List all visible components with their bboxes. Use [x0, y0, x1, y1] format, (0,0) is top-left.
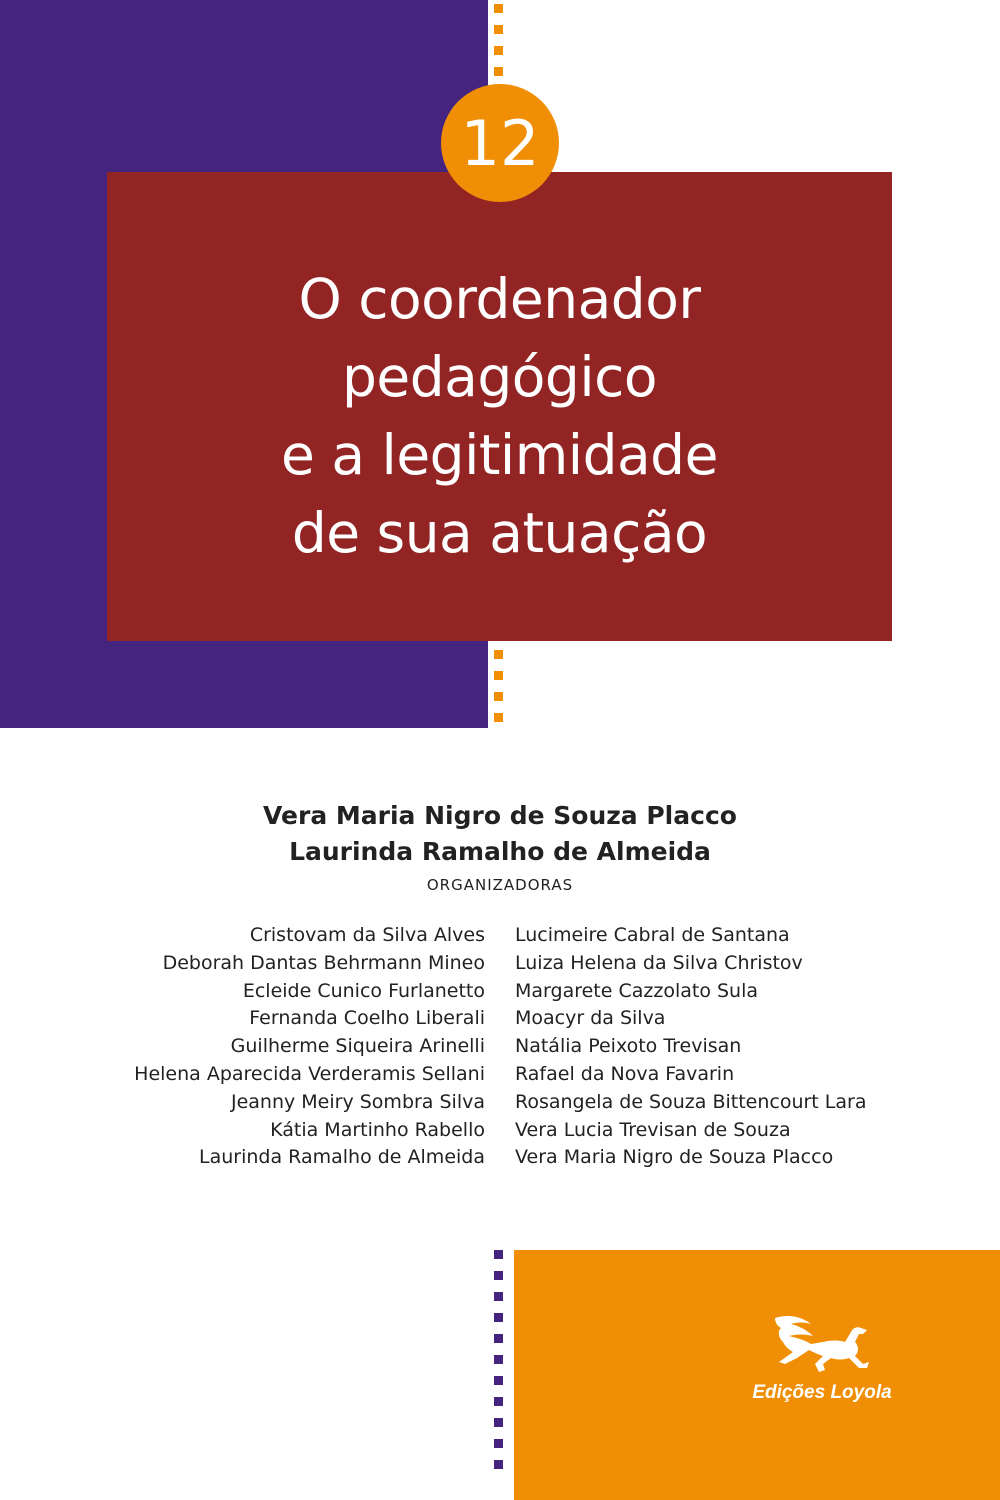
organizer-name: Laurinda Ramalho de Almeida	[289, 837, 711, 866]
publisher-logo	[742, 1312, 902, 1404]
organizers-role-label: ORGANIZADORAS	[426, 876, 574, 894]
contributor-name: Helena Aparecida Verderamis Sellani	[134, 1062, 485, 1085]
contributors-left-column	[134, 922, 485, 1172]
contributor-name: Vera Maria Nigro de Souza Placco	[515, 1146, 834, 1169]
contributor-name: Lucimeire Cabral de Santana	[515, 924, 790, 946]
contributor-name: Jeanny Meiry Sombra Silva	[230, 1090, 485, 1113]
contributor-name: Deborah Dantas Behrmann Mineo	[162, 951, 485, 974]
contributor-name: Fernanda Coelho Liberali	[249, 1007, 485, 1030]
title-box	[107, 172, 892, 641]
contributor-name: Cristovam da Silva Alves	[249, 924, 485, 946]
series-number-badge: 12	[441, 84, 559, 202]
contributors-right-column	[515, 922, 866, 1172]
contributor-name: Moacyr da Silva	[515, 1007, 666, 1030]
contributor-name: Luiza Helena da Silva Christov	[515, 951, 803, 974]
pegasus-icon	[767, 1312, 877, 1376]
middle-dotted-line	[494, 650, 504, 734]
contributor-name: Ecleide Cunico Furlanetto	[242, 979, 485, 1002]
bottom-dotted-line	[494, 1250, 504, 1481]
contributor-name: Guilherme Siqueira Arinelli	[230, 1035, 485, 1058]
contributor-name: Rosangela de Souza Bittencourt Lara	[515, 1090, 867, 1113]
book-title: O coordenador pedagógico e a legitimidade de sua atuação	[281, 267, 718, 565]
organizer-name: Vera Maria Nigro de Souza Placco	[263, 801, 737, 830]
contributor-name: Vera Lucia Trevisan de Souza	[515, 1118, 791, 1141]
organizers-block	[0, 798, 1000, 894]
publisher-name: Edições Loyola	[752, 1382, 892, 1403]
contributor-name: Laurinda Ramalho de Almeida	[199, 1146, 485, 1169]
contributor-name: Rafael da Nova Favarin	[515, 1062, 735, 1085]
top-dotted-line	[494, 4, 504, 88]
contributor-name: Margarete Cazzolato Sula	[515, 979, 759, 1002]
contributor-name: Natália Peixoto Trevisan	[515, 1035, 742, 1058]
contributor-name: Kátia Martinho Rabello	[270, 1118, 485, 1141]
